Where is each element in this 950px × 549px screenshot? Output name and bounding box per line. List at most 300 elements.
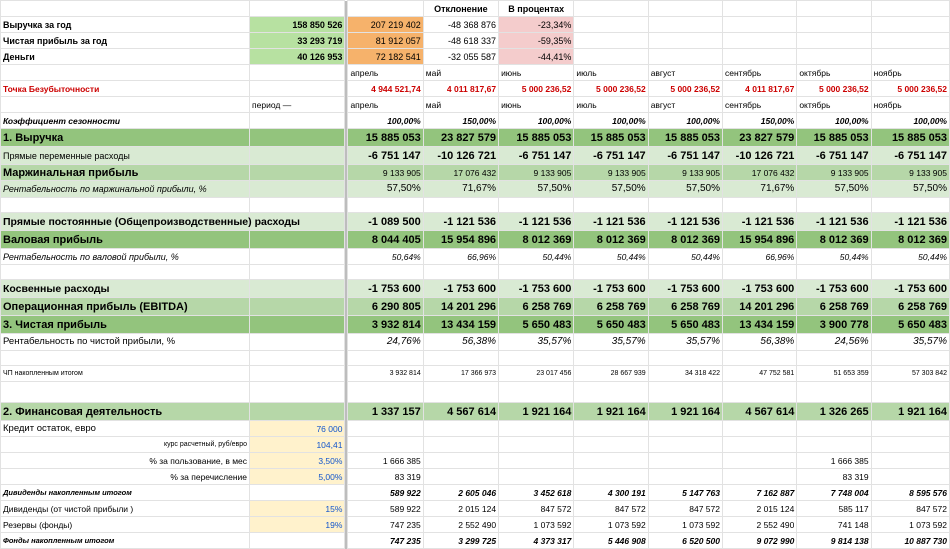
cell[interactable] [499, 421, 574, 437]
month-cell[interactable]: октябрь [797, 65, 871, 81]
value-cell[interactable]: 747 235 [348, 533, 423, 549]
value-cell[interactable]: 9 133 905 [574, 165, 648, 181]
value-cell[interactable]: 5 000 236,52 [499, 81, 574, 97]
cell[interactable] [797, 198, 871, 213]
cell[interactable] [871, 49, 949, 65]
value-cell[interactable]: 9 133 905 [348, 165, 423, 181]
cell[interactable] [348, 351, 423, 366]
cell[interactable] [574, 1, 648, 17]
cell[interactable] [423, 198, 498, 213]
cell[interactable] [871, 421, 949, 437]
value-cell[interactable]: 57,50% [499, 181, 574, 198]
cell[interactable] [723, 453, 797, 469]
cell[interactable] [250, 147, 345, 165]
value-cell[interactable]: 1 921 164 [871, 403, 949, 421]
value-cell[interactable]: 1 073 592 [871, 517, 949, 533]
value-cell[interactable]: 57,50% [574, 181, 648, 198]
cell[interactable] [423, 351, 498, 366]
cell[interactable] [723, 421, 797, 437]
value-cell[interactable]: 4 567 614 [423, 403, 498, 421]
value-cell[interactable]: 7 748 004 [797, 485, 871, 501]
cell[interactable] [574, 382, 648, 403]
value-cell[interactable]: -1 121 536 [871, 213, 949, 231]
cell[interactable] [723, 382, 797, 403]
value-cell[interactable]: 8 012 369 [648, 231, 722, 249]
cell[interactable] [250, 366, 345, 382]
cell[interactable] [797, 382, 871, 403]
value-cell[interactable]: -1 753 600 [723, 280, 797, 298]
cell[interactable] [250, 1, 345, 17]
value-cell[interactable]: 1 666 385 [348, 453, 423, 469]
param-cell[interactable]: 104,41 [250, 437, 345, 453]
value-cell[interactable]: 7 162 887 [723, 485, 797, 501]
cell[interactable] [648, 351, 722, 366]
cell[interactable] [648, 198, 722, 213]
value-cell[interactable]: 158 850 526 [250, 17, 345, 33]
value-cell[interactable]: 5 650 483 [648, 316, 722, 334]
value-cell[interactable]: 15 885 053 [648, 129, 722, 147]
cell[interactable] [871, 351, 949, 366]
value-cell[interactable]: 3 932 814 [348, 316, 423, 334]
cell[interactable] [797, 33, 871, 49]
value-cell[interactable]: 23 827 579 [423, 129, 498, 147]
cell[interactable] [648, 453, 722, 469]
cell[interactable] [797, 17, 871, 33]
cell[interactable] [648, 49, 722, 65]
plan-cell[interactable]: 81 912 057 [348, 33, 423, 49]
value-cell[interactable]: 35,57% [871, 334, 949, 351]
value-cell[interactable]: 847 572 [574, 501, 648, 517]
cell[interactable] [348, 421, 423, 437]
cell[interactable] [423, 382, 498, 403]
label-cell[interactable]: % за перечисление [1, 469, 250, 485]
value-cell[interactable]: 50,44% [574, 249, 648, 265]
cell[interactable] [423, 453, 498, 469]
value-cell[interactable]: 23 827 579 [723, 129, 797, 147]
value-cell[interactable]: 4 011 817,67 [723, 81, 797, 97]
label-cell[interactable]: Выручка за год [1, 17, 250, 33]
value-cell[interactable]: -6 751 147 [871, 147, 949, 165]
cell[interactable] [499, 382, 574, 403]
value-cell[interactable]: 50,44% [871, 249, 949, 265]
value-cell[interactable]: -1 753 600 [871, 280, 949, 298]
label-cell[interactable]: Чистая прибыль за год [1, 33, 250, 49]
plan-cell[interactable]: 207 219 402 [348, 17, 423, 33]
value-cell[interactable]: 71,67% [723, 181, 797, 198]
cell[interactable] [499, 469, 574, 485]
value-cell[interactable]: 6 290 805 [348, 298, 423, 316]
value-cell[interactable]: -1 121 536 [723, 213, 797, 231]
value-cell[interactable]: 15 885 053 [797, 129, 871, 147]
value-cell[interactable]: 28 667 939 [574, 366, 648, 382]
value-cell[interactable]: 1 073 592 [499, 517, 574, 533]
value-cell[interactable]: 5 650 483 [499, 316, 574, 334]
cell[interactable] [499, 453, 574, 469]
month-cell[interactable]: сентябрь [723, 97, 797, 113]
month-cell[interactable]: апрель [348, 65, 423, 81]
param-cell[interactable]: 15% [250, 501, 345, 517]
cell[interactable] [871, 1, 949, 17]
cell[interactable] [574, 265, 648, 280]
cell[interactable] [423, 265, 498, 280]
cell[interactable] [423, 421, 498, 437]
value-cell[interactable]: 6 258 769 [499, 298, 574, 316]
label-cell[interactable]: Дивиденды накопленным итогом [1, 485, 250, 501]
value-cell[interactable]: 6 258 769 [648, 298, 722, 316]
value-cell[interactable]: 17 076 432 [723, 165, 797, 181]
value-cell[interactable]: 5 650 483 [871, 316, 949, 334]
cell[interactable] [250, 165, 345, 181]
value-cell[interactable]: 1 921 164 [574, 403, 648, 421]
label-cell[interactable]: Резервы (фонды) [1, 517, 250, 533]
cell[interactable] [723, 17, 797, 33]
value-cell[interactable]: 40 126 953 [250, 49, 345, 65]
value-cell[interactable]: -10 126 721 [723, 147, 797, 165]
cell[interactable] [348, 1, 423, 17]
cell[interactable] [648, 17, 722, 33]
cell[interactable] [250, 198, 345, 213]
value-cell[interactable]: 15 885 053 [574, 129, 648, 147]
value-cell[interactable]: 15 954 896 [723, 231, 797, 249]
value-cell[interactable]: 50,64% [348, 249, 423, 265]
deviation-header[interactable]: Отклонение [423, 1, 498, 17]
value-cell[interactable]: 57,50% [648, 181, 722, 198]
cell[interactable] [723, 265, 797, 280]
value-cell[interactable]: 35,57% [574, 334, 648, 351]
label-cell[interactable]: ЧП накопленным итогом [1, 366, 250, 382]
cell[interactable] [1, 382, 250, 403]
value-cell[interactable]: 15 885 053 [348, 129, 423, 147]
value-cell[interactable]: 14 201 296 [723, 298, 797, 316]
cell[interactable] [723, 33, 797, 49]
value-cell[interactable]: 9 133 905 [797, 165, 871, 181]
cell[interactable] [250, 231, 345, 249]
value-cell[interactable]: 83 319 [797, 469, 871, 485]
cell[interactable] [574, 453, 648, 469]
cell[interactable] [574, 351, 648, 366]
plan-cell[interactable]: 72 182 541 [348, 49, 423, 65]
cell[interactable] [574, 421, 648, 437]
month-cell[interactable]: май [423, 97, 498, 113]
cell[interactable] [250, 351, 345, 366]
value-cell[interactable]: 51 653 359 [797, 366, 871, 382]
value-cell[interactable]: 5 000 236,52 [797, 81, 871, 97]
cell[interactable] [250, 403, 345, 421]
cell[interactable] [574, 17, 648, 33]
value-cell[interactable]: 23 017 456 [499, 366, 574, 382]
value-cell[interactable]: 1 073 592 [648, 517, 722, 533]
value-cell[interactable]: 35,57% [648, 334, 722, 351]
value-cell[interactable]: 83 319 [348, 469, 423, 485]
value-cell[interactable]: 4 300 191 [574, 485, 648, 501]
param-cell[interactable]: 19% [250, 517, 345, 533]
cell[interactable] [648, 265, 722, 280]
label-cell[interactable]: Точка Безубыточности [1, 81, 250, 97]
value-cell[interactable]: 9 814 138 [797, 533, 871, 549]
value-cell[interactable]: 747 235 [348, 517, 423, 533]
value-cell[interactable]: 2 552 490 [723, 517, 797, 533]
value-cell[interactable]: 15 885 053 [871, 129, 949, 147]
cell[interactable] [1, 198, 250, 213]
cell[interactable] [797, 1, 871, 17]
cell[interactable] [348, 437, 423, 453]
cell[interactable] [348, 198, 423, 213]
value-cell[interactable]: -1 121 536 [797, 213, 871, 231]
value-cell[interactable]: -6 751 147 [797, 147, 871, 165]
value-cell[interactable]: 150,00% [723, 113, 797, 129]
cell[interactable] [250, 81, 345, 97]
label-cell[interactable]: Деньги [1, 49, 250, 65]
value-cell[interactable]: 17 076 432 [423, 165, 498, 181]
value-cell[interactable]: 10 887 730 [871, 533, 949, 549]
param-cell[interactable]: 3,50% [250, 453, 345, 469]
month-cell[interactable]: июнь [499, 65, 574, 81]
value-cell[interactable]: 8 012 369 [797, 231, 871, 249]
label-cell[interactable]: % за пользование, в мес [1, 453, 250, 469]
month-cell[interactable]: август [648, 65, 722, 81]
value-cell[interactable]: -1 753 600 [574, 280, 648, 298]
label-cell[interactable]: Коэффициент сезонности [1, 113, 250, 129]
cell[interactable] [797, 265, 871, 280]
value-cell[interactable]: 24,56% [797, 334, 871, 351]
value-cell[interactable]: 8 012 369 [499, 231, 574, 249]
cell[interactable] [723, 1, 797, 17]
value-cell[interactable]: -6 751 147 [648, 147, 722, 165]
value-cell[interactable]: 847 572 [871, 501, 949, 517]
cell[interactable] [723, 351, 797, 366]
value-cell[interactable]: 589 922 [348, 501, 423, 517]
value-cell[interactable]: 1 326 265 [797, 403, 871, 421]
percent-cell[interactable]: -23,34% [499, 17, 574, 33]
cell[interactable] [871, 453, 949, 469]
value-cell[interactable]: -1 121 536 [574, 213, 648, 231]
value-cell[interactable]: 8 595 576 [871, 485, 949, 501]
value-cell[interactable]: 33 293 719 [250, 33, 345, 49]
value-cell[interactable]: -1 753 600 [648, 280, 722, 298]
percent-header[interactable]: В процентах [499, 1, 574, 17]
value-cell[interactable]: 14 201 296 [423, 298, 498, 316]
percent-cell[interactable]: -44,41% [499, 49, 574, 65]
cell[interactable] [250, 249, 345, 265]
label-cell[interactable]: 2. Финансовая деятельность [1, 403, 250, 421]
value-cell[interactable]: 50,44% [797, 249, 871, 265]
value-cell[interactable]: -1 753 600 [348, 280, 423, 298]
deviation-cell[interactable]: -48 368 876 [423, 17, 498, 33]
value-cell[interactable]: 15 954 896 [423, 231, 498, 249]
label-cell[interactable]: 3. Чистая прибыль [1, 316, 250, 334]
cell[interactable] [723, 49, 797, 65]
cell[interactable] [574, 469, 648, 485]
value-cell[interactable]: 1 921 164 [499, 403, 574, 421]
value-cell[interactable]: 56,38% [723, 334, 797, 351]
value-cell[interactable]: -1 121 536 [648, 213, 722, 231]
value-cell[interactable]: 9 072 990 [723, 533, 797, 549]
value-cell[interactable]: 100,00% [871, 113, 949, 129]
cell[interactable] [723, 198, 797, 213]
cell[interactable] [250, 334, 345, 351]
deviation-cell[interactable]: -32 055 587 [423, 49, 498, 65]
cell[interactable] [723, 469, 797, 485]
value-cell[interactable]: 3 299 725 [423, 533, 498, 549]
cell[interactable] [574, 198, 648, 213]
value-cell[interactable]: 4 011 817,67 [423, 81, 498, 97]
month-cell[interactable]: ноябрь [871, 65, 949, 81]
cell[interactable] [250, 298, 345, 316]
cell[interactable] [797, 49, 871, 65]
cell[interactable] [1, 351, 250, 366]
cell[interactable] [871, 437, 949, 453]
value-cell[interactable]: 589 922 [348, 485, 423, 501]
value-cell[interactable]: 17 366 973 [423, 366, 498, 382]
cell[interactable] [723, 437, 797, 453]
cell[interactable] [574, 49, 648, 65]
param-cell[interactable]: 76 000 [250, 421, 345, 437]
cell[interactable] [348, 382, 423, 403]
cell[interactable] [250, 485, 345, 501]
value-cell[interactable]: 57,50% [797, 181, 871, 198]
value-cell[interactable]: 585 117 [797, 501, 871, 517]
value-cell[interactable]: 47 752 581 [723, 366, 797, 382]
value-cell[interactable]: 8 012 369 [871, 231, 949, 249]
value-cell[interactable]: 6 258 769 [871, 298, 949, 316]
param-cell[interactable]: 5,00% [250, 469, 345, 485]
cell[interactable] [499, 265, 574, 280]
value-cell[interactable]: 35,57% [499, 334, 574, 351]
label-cell[interactable]: Косвенные расходы [1, 280, 250, 298]
cell[interactable] [648, 421, 722, 437]
label-cell[interactable]: 1. Выручка [1, 129, 250, 147]
value-cell[interactable]: -1 121 536 [499, 213, 574, 231]
value-cell[interactable]: -1 753 600 [423, 280, 498, 298]
cell[interactable] [871, 33, 949, 49]
month-cell[interactable]: июль [574, 97, 648, 113]
value-cell[interactable]: 24,76% [348, 334, 423, 351]
value-cell[interactable]: 34 318 422 [648, 366, 722, 382]
month-cell[interactable]: июль [574, 65, 648, 81]
value-cell[interactable]: 9 133 905 [499, 165, 574, 181]
value-cell[interactable]: 71,67% [423, 181, 498, 198]
value-cell[interactable]: -6 751 147 [348, 147, 423, 165]
value-cell[interactable]: 2 015 124 [723, 501, 797, 517]
cell[interactable] [423, 469, 498, 485]
value-cell[interactable]: 6 520 500 [648, 533, 722, 549]
value-cell[interactable]: 4 567 614 [723, 403, 797, 421]
value-cell[interactable]: -1 089 500 [348, 213, 423, 231]
value-cell[interactable]: 2 552 490 [423, 517, 498, 533]
value-cell[interactable]: -1 753 600 [499, 280, 574, 298]
cell[interactable] [1, 65, 250, 81]
value-cell[interactable]: 1 666 385 [797, 453, 871, 469]
value-cell[interactable]: 4 373 317 [499, 533, 574, 549]
value-cell[interactable]: 9 133 905 [648, 165, 722, 181]
value-cell[interactable]: 13 434 159 [423, 316, 498, 334]
label-cell[interactable]: курс расчетный, руб/евро [1, 437, 250, 453]
value-cell[interactable]: -1 121 536 [423, 213, 498, 231]
value-cell[interactable]: 56,38% [423, 334, 498, 351]
label-cell[interactable]: Маржинальная прибыль [1, 165, 250, 181]
value-cell[interactable]: 5 650 483 [574, 316, 648, 334]
value-cell[interactable]: 1 073 592 [574, 517, 648, 533]
value-cell[interactable]: -10 126 721 [423, 147, 498, 165]
value-cell[interactable]: 4 944 521,74 [348, 81, 423, 97]
cell[interactable] [250, 382, 345, 403]
deviation-cell[interactable]: -48 618 337 [423, 33, 498, 49]
value-cell[interactable]: 100,00% [499, 113, 574, 129]
label-cell[interactable]: Прямые постоянные (Общепроизводственные) расходы [1, 213, 250, 231]
value-cell[interactable]: 5 446 908 [574, 533, 648, 549]
month-cell[interactable]: сентябрь [723, 65, 797, 81]
cell[interactable] [250, 533, 345, 549]
value-cell[interactable]: -6 751 147 [499, 147, 574, 165]
value-cell[interactable]: 3 932 814 [348, 366, 423, 382]
cell[interactable] [871, 265, 949, 280]
value-cell[interactable]: 100,00% [797, 113, 871, 129]
value-cell[interactable]: 50,44% [648, 249, 722, 265]
cell[interactable] [871, 469, 949, 485]
cell[interactable] [797, 351, 871, 366]
cell[interactable] [574, 437, 648, 453]
value-cell[interactable]: 1 337 157 [348, 403, 423, 421]
value-cell[interactable]: 2 605 046 [423, 485, 498, 501]
cell[interactable] [797, 421, 871, 437]
cell[interactable] [871, 17, 949, 33]
value-cell[interactable]: 8 044 405 [348, 231, 423, 249]
label-cell[interactable]: Дивиденды (от чистой прибыли ) [1, 501, 250, 517]
value-cell[interactable]: 1 921 164 [648, 403, 722, 421]
label-cell[interactable]: Кредит остаток, евро [1, 421, 250, 437]
label-cell[interactable]: Рентабельность по чистой прибыли, % [1, 334, 250, 351]
value-cell[interactable]: 5 000 236,52 [871, 81, 949, 97]
value-cell[interactable]: 5 147 763 [648, 485, 722, 501]
cell[interactable] [648, 33, 722, 49]
cell[interactable] [648, 382, 722, 403]
cell[interactable] [1, 97, 250, 113]
value-cell[interactable]: 847 572 [499, 501, 574, 517]
cell[interactable] [499, 198, 574, 213]
value-cell[interactable]: 8 012 369 [574, 231, 648, 249]
month-cell[interactable]: май [423, 65, 498, 81]
cell[interactable] [348, 265, 423, 280]
value-cell[interactable]: 5 000 236,52 [648, 81, 722, 97]
label-cell[interactable]: Рентабельность по валовой прибыли, % [1, 249, 250, 265]
cell[interactable] [871, 382, 949, 403]
percent-cell[interactable]: -59,35% [499, 33, 574, 49]
cell[interactable] [499, 351, 574, 366]
cell[interactable] [574, 33, 648, 49]
value-cell[interactable]: 847 572 [648, 501, 722, 517]
month-cell[interactable]: апрель [348, 97, 423, 113]
cell[interactable] [250, 280, 345, 298]
value-cell[interactable]: 50,44% [499, 249, 574, 265]
value-cell[interactable]: 2 015 124 [423, 501, 498, 517]
cell[interactable] [250, 129, 345, 147]
value-cell[interactable]: -1 753 600 [797, 280, 871, 298]
value-cell[interactable]: 5 000 236,52 [574, 81, 648, 97]
cell[interactable] [250, 265, 345, 280]
value-cell[interactable]: 66,96% [423, 249, 498, 265]
cell[interactable] [250, 65, 345, 81]
cell[interactable] [871, 198, 949, 213]
value-cell[interactable]: 13 434 159 [723, 316, 797, 334]
cell[interactable] [250, 113, 345, 129]
value-cell[interactable]: 15 885 053 [499, 129, 574, 147]
period-label[interactable]: период — [250, 97, 345, 113]
label-cell[interactable]: Фонды накопленным итогом [1, 533, 250, 549]
cell[interactable] [648, 1, 722, 17]
cell[interactable] [250, 181, 345, 198]
cell[interactable] [648, 469, 722, 485]
cell[interactable] [423, 437, 498, 453]
